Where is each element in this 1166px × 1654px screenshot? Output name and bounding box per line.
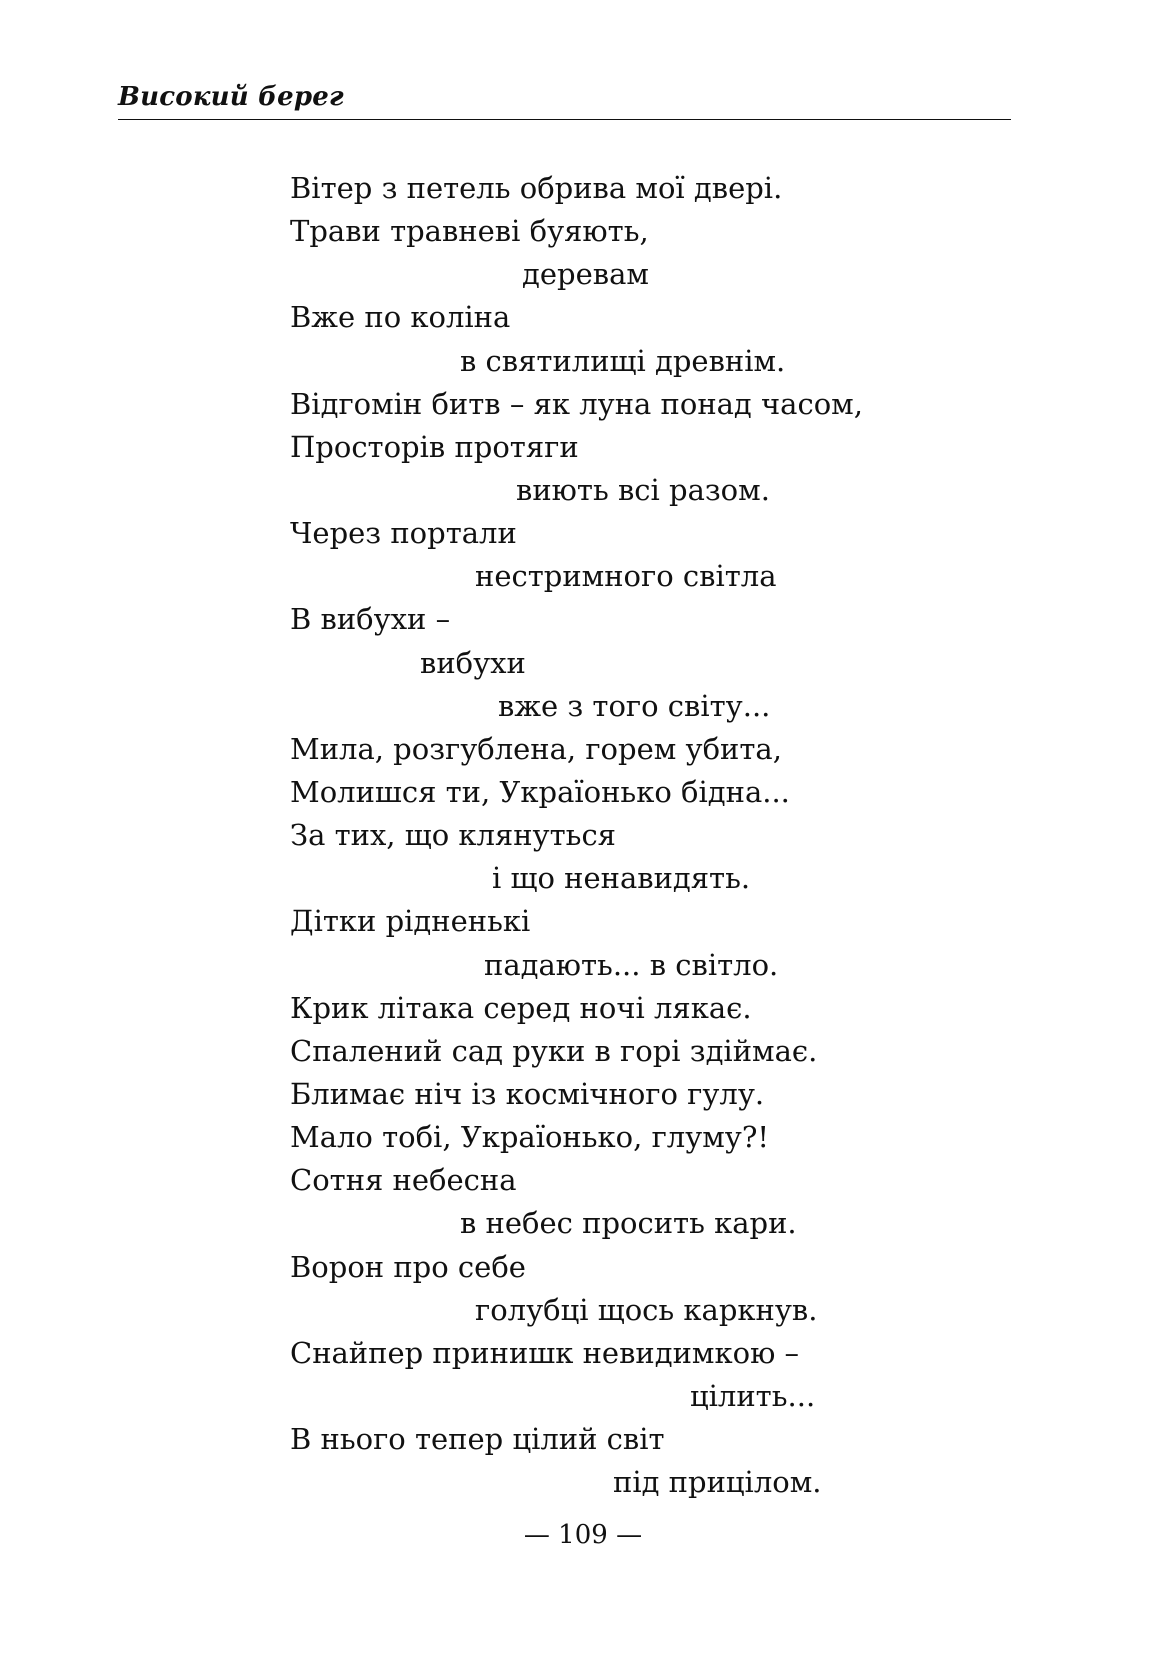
poem-line: і що ненавидять. [492,861,751,896]
poem-line: Крик літака серед ночі лякає. [290,990,752,1025]
poem-line: Спалений сад руки в горі здіймає. [290,1033,818,1068]
poem-line: Дітки рідненькі [290,904,531,939]
poem-line: деревам [522,257,649,292]
poem-line: Трави травневі буяють, [290,214,649,249]
poem-line: Відгомін битв – як луна понад часом, [290,386,863,421]
poem-line: падають... в світло. [484,947,779,982]
poem-line: Вже по коліна [290,300,511,335]
poem [290,167,863,1504]
poem-line: в святилищі древнім. [460,343,786,378]
poem-line: цілить... [690,1378,816,1413]
poem-line: Мало тобі, Україонько, глуму?! [290,1120,770,1155]
poem-line: Просторів протяги [290,429,579,464]
poem-line: Ворон про себе [290,1249,526,1284]
poem-line: В вибухи – [290,602,451,637]
poem-line: під прицілом. [613,1465,822,1500]
poem-line: Сотня небесна [290,1163,517,1198]
poem-line: виють всі разом. [516,472,770,507]
poem-line: Вітер з петель обрива мої двері. [290,171,783,205]
poem-line: нестримного світла [475,559,777,594]
poem-line: Снайпер принишк невидимкою – [290,1335,800,1370]
poem-line: вибухи [420,645,526,680]
poem-line: вже з того світу... [498,688,771,723]
header-rule [118,119,1011,120]
page-number: — 109 — [523,1520,643,1550]
poem-line: Через портали [290,516,517,551]
poem-line: За тих, що клянуться [290,818,616,853]
poem-line: Мила, розгублена, горем убита, [290,731,782,766]
running-head: Високий берег [118,82,344,112]
poem-line: в небес просить кари. [460,1206,797,1241]
poem-line: голубці щось каркнув. [475,1292,818,1327]
poem-line: Молишся ти, Україонько бідна... [290,774,790,809]
poem-line: Блимає ніч із космічного гулу. [290,1076,765,1111]
poem-line: В нього тепер цілий світ [290,1422,665,1457]
